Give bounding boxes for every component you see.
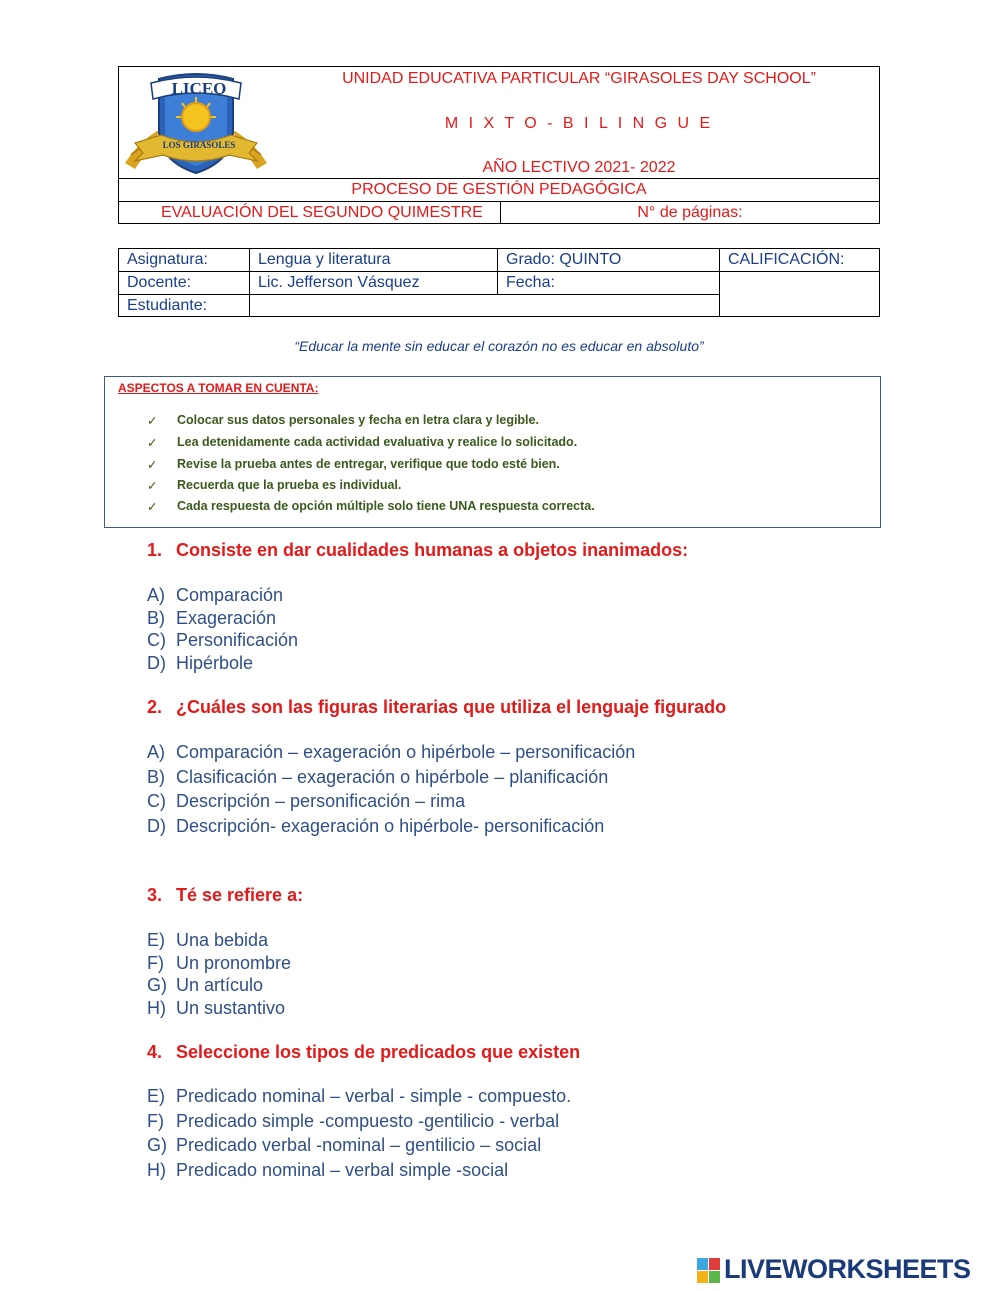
student-label: Estudiante:	[127, 297, 208, 314]
teacher-value: Lic. Jefferson Vásquez	[258, 274, 420, 291]
answer-option[interactable]: Clasificación – exageración o hipérbole – planificación	[176, 767, 609, 787]
option-letter[interactable]: C)	[147, 791, 166, 811]
answer-option[interactable]: Comparación	[176, 585, 284, 605]
question-number: 4.	[147, 1042, 163, 1062]
instructions-title: ASPECTOS A TOMAR EN CUENTA:	[118, 381, 319, 395]
header-top-row	[119, 67, 879, 179]
question-text: Seleccione los tipos de predicados que existen	[176, 1042, 581, 1062]
option-letter[interactable]: A)	[147, 742, 165, 762]
score-label: CALIFICACIÓN:	[728, 251, 845, 268]
date-label: Fecha:	[506, 274, 555, 291]
checkmark-icon: ✓	[147, 458, 158, 472]
process-title: PROCESO DE GESTIÓN PEDAGÓGICA	[119, 179, 879, 202]
instruction-text: Colocar sus datos personales y fecha en letra clara y legible.	[177, 413, 539, 427]
grade-label: Grado: QUINTO	[506, 251, 622, 268]
pages-label: N° de páginas:	[637, 204, 743, 221]
option-letter[interactable]: A)	[147, 585, 165, 605]
answer-option[interactable]: Un pronombre	[176, 953, 292, 973]
logo-text-ribbon: LOS GIRASOLES	[162, 140, 236, 150]
school-header	[118, 66, 880, 224]
instruction-text: Revise la prueba antes de entregar, verifique que todo esté bien.	[177, 457, 560, 471]
question-number: 3.	[147, 885, 163, 905]
checkmark-icon: ✓	[147, 436, 158, 450]
instructions-box	[104, 376, 881, 528]
question-text: ¿Cuáles son las figuras literarias que utiliza el lenguaje figurado	[176, 697, 727, 717]
subject-value: Lengua y literatura	[258, 251, 391, 268]
option-letter[interactable]: C)	[147, 630, 166, 650]
option-letter[interactable]: E)	[147, 1086, 165, 1106]
instruction-text: Recuerda que la prueba es individual.	[177, 478, 402, 492]
question-number: 1.	[147, 540, 163, 560]
subject-label: Asignatura:	[127, 251, 208, 268]
question-number: 2.	[147, 697, 163, 717]
option-letter[interactable]: D)	[147, 653, 166, 673]
liveworksheets-brand	[697, 1254, 993, 1288]
student-info-table	[118, 248, 880, 317]
evaluation-row	[119, 202, 879, 224]
school-year: AÑO LECTIVO 2021- 2022	[482, 159, 676, 176]
instruction-text: Lea detenidamente cada actividad evaluativa y realice lo solicitado.	[177, 435, 578, 449]
option-letter[interactable]: D)	[147, 816, 166, 836]
answer-option[interactable]: Personificación	[176, 630, 299, 650]
answer-option[interactable]: Un artículo	[176, 975, 264, 995]
checkmark-icon: ✓	[147, 479, 158, 493]
motto-quote: “Educar la mente sin educar el corazón no es educar en absoluto”	[294, 338, 704, 354]
answer-option[interactable]: Predicado simple -compuesto -gentilicio - verbal	[176, 1111, 560, 1131]
checkmark-icon: ✓	[147, 500, 158, 514]
question-text: Té se refiere a:	[176, 885, 304, 905]
teacher-label: Docente:	[127, 274, 192, 291]
brand-name: LIVEWORKSHEETS	[724, 1254, 971, 1284]
option-letter[interactable]: E)	[147, 930, 165, 950]
answer-option[interactable]: Predicado nominal – verbal simple -social	[176, 1160, 509, 1180]
evaluation-title: EVALUACIÓN DEL SEGUNDO QUIMESTRE	[119, 202, 501, 224]
answer-option[interactable]: Una bebida	[176, 930, 269, 950]
answer-option[interactable]: Descripción – personificación – rima	[176, 791, 466, 811]
question-text: Consiste en dar cualidades humanas a objetos inanimados:	[176, 540, 689, 560]
option-letter[interactable]: G)	[147, 975, 167, 995]
option-letter[interactable]: B)	[147, 767, 165, 787]
option-letter[interactable]: F)	[147, 1111, 164, 1131]
answer-option[interactable]: Un sustantivo	[176, 998, 286, 1018]
answer-option[interactable]: Descripción- exageración o hipérbole- personificación	[176, 816, 605, 836]
answer-option[interactable]: Exageración	[176, 608, 277, 628]
logo-text-top: LICEO	[171, 79, 227, 98]
option-letter[interactable]: F)	[147, 953, 164, 973]
school-name: UNIDAD EDUCATIVA PARTICULAR “GIRASOLES DAY SCHOOL”	[342, 70, 816, 87]
option-letter[interactable]: H)	[147, 998, 166, 1018]
option-letter[interactable]: G)	[147, 1135, 167, 1155]
option-letter[interactable]: B)	[147, 608, 165, 628]
checkmark-icon: ✓	[147, 414, 158, 428]
answer-option[interactable]: Predicado verbal -nominal – gentilicio – social	[176, 1135, 542, 1155]
option-letter[interactable]: H)	[147, 1160, 166, 1180]
answer-option[interactable]: Predicado nominal – verbal - simple - compuesto.	[176, 1086, 572, 1106]
school-mode: M I X T O - B I L I N G U E	[444, 115, 714, 132]
grid-divider	[119, 294, 719, 295]
answer-option[interactable]: Hipérbole	[176, 653, 254, 673]
answer-option[interactable]: Comparación – exageración o hipérbole – personificación	[176, 742, 636, 762]
instruction-text: Cada respuesta de opción múltiple solo tiene UNA respuesta correcta.	[177, 499, 595, 513]
brand-logo-icon	[697, 1258, 721, 1284]
